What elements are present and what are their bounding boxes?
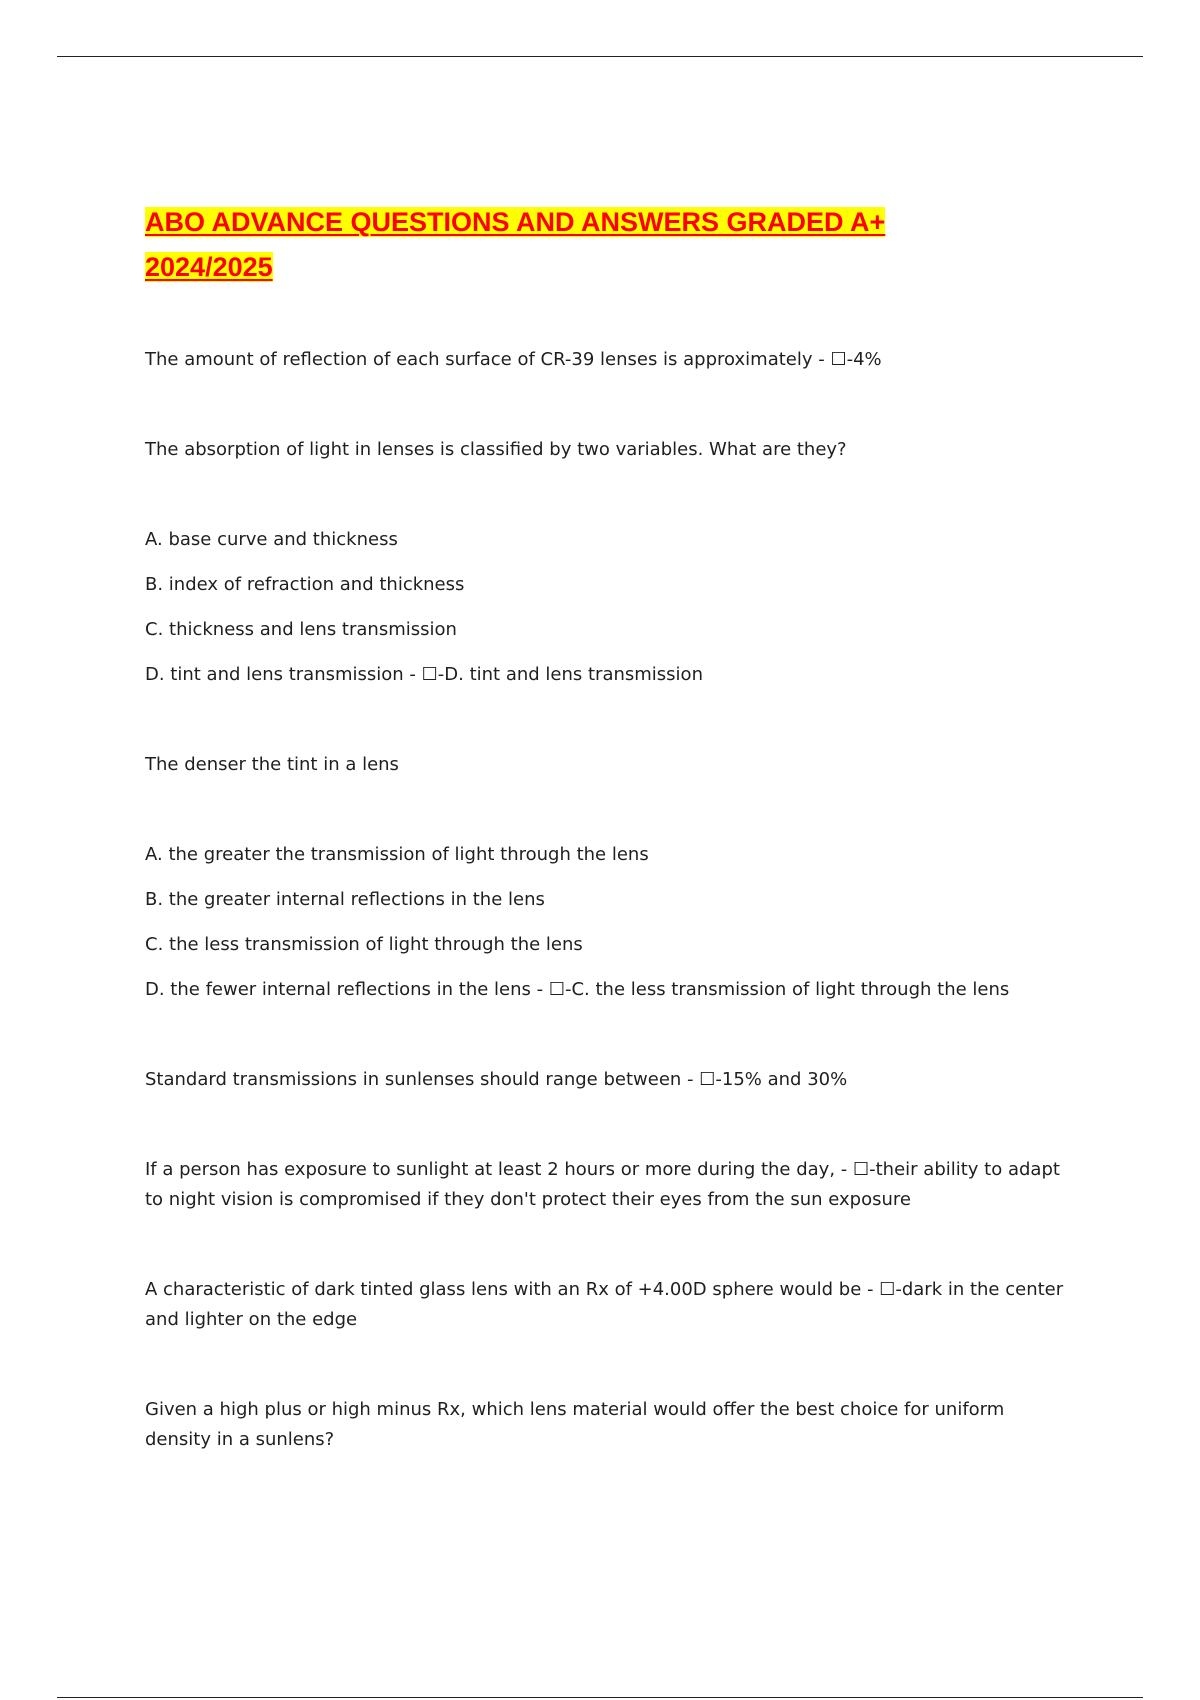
answer-option: D. tint and lens transmission - ☐-D. tint and lens transmission (145, 664, 703, 685)
answer-option: A. the greater the transmission of light through the lens (145, 844, 649, 865)
question-text: The amount of reflection of each surface of CR-39 lenses is approximately - ☐-4% (145, 349, 882, 370)
header-rule (57, 56, 1143, 57)
title-line-1: ABO ADVANCE QUESTIONS AND ANSWERS GRADED A+ (145, 207, 886, 237)
document-title (145, 200, 1065, 290)
question-text: Given a high plus or high minus Rx, which lens material would offer the best choice for uniform density in a sunlens? (145, 1399, 1011, 1450)
answer-option: B. index of refraction and thickness (145, 574, 465, 595)
document-body (145, 200, 1069, 1455)
answer-option: D. the fewer internal reflections in the lens - ☐-C. the less transmission of light through the lens (145, 979, 1010, 1000)
question-text: The absorption of light in lenses is classified by two variables. What are they? (145, 439, 847, 460)
answer-option: B. the greater internal reflections in the lens (145, 889, 545, 910)
question-text: The denser the tint in a lens (145, 754, 399, 775)
answer-option: A. base curve and thickness (145, 529, 398, 550)
question-text: Standard transmissions in sunlenses should range between - ☐-15% and 30% (145, 1069, 848, 1090)
question-text: If a person has exposure to sunlight at least 2 hours or more during the day, - ☐-their ability to adapt to night vision is compromised if they don't protect their eyes from the sun exposure (145, 1159, 1066, 1210)
answer-option: C. the less transmission of light through the lens (145, 934, 583, 955)
answer-option: C. thickness and lens transmission (145, 619, 457, 640)
question-text: A characteristic of dark tinted glass lens with an Rx of +4.00D sphere would be - ☐-dark in the center and lighter on the edge (145, 1279, 1069, 1330)
title-line-2: 2024/2025 (145, 252, 273, 282)
footer-rule (57, 1697, 1143, 1698)
